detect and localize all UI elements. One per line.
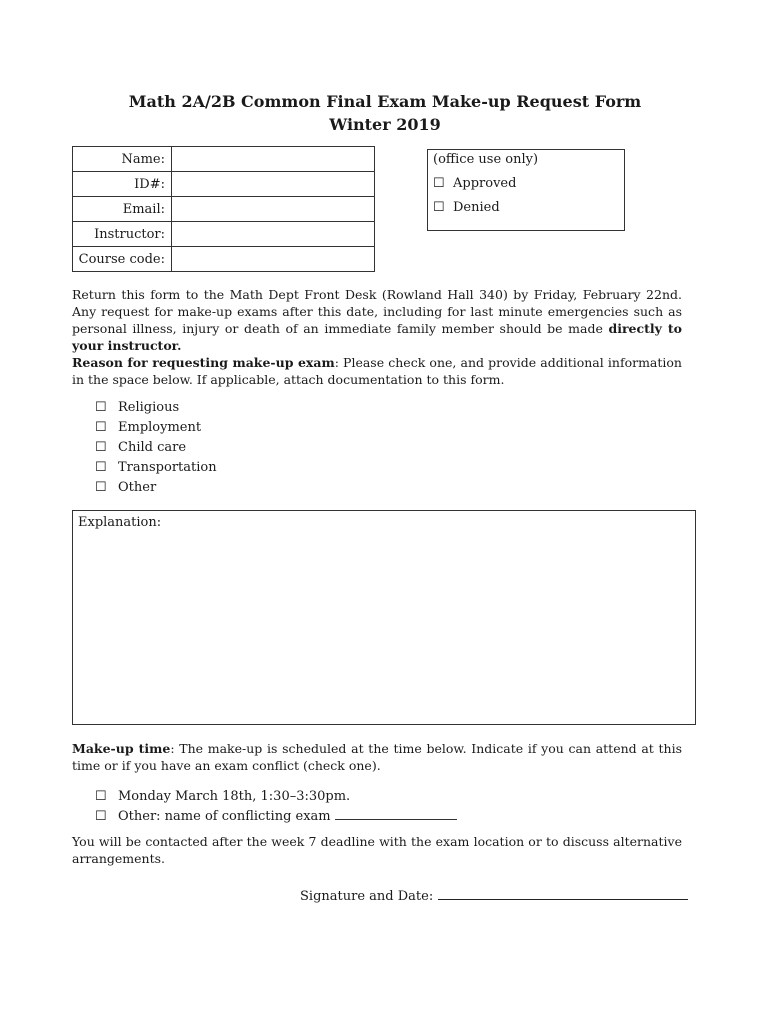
email-field[interactable] <box>172 197 375 222</box>
denied-label: Denied <box>453 200 500 215</box>
reason-option-child-care[interactable] <box>95 438 217 458</box>
instructor-field[interactable] <box>172 222 375 247</box>
form-title-line2: Winter 2019 <box>329 115 441 134</box>
course-code-field[interactable] <box>172 247 375 272</box>
instructor-label: Instructor: <box>73 222 172 247</box>
makeup-time-heading: Make-up time <box>72 741 171 756</box>
id-field[interactable] <box>172 172 375 197</box>
makeup-option-other-label: Other: name of conflicting exam <box>118 809 331 824</box>
student-info-table <box>72 146 375 272</box>
name-field[interactable] <box>172 147 375 172</box>
reason-option-label: Transportation <box>118 460 217 475</box>
makeup-option-other[interactable] <box>95 807 457 827</box>
instructions-paragraph <box>72 286 682 354</box>
reason-option-label: Employment <box>118 420 202 435</box>
course-code-label: Course code: <box>73 247 172 272</box>
reason-text: : Please check one, and provide additional information in the space below. If applicable, attach documentation to this form. <box>72 355 682 387</box>
info-row-email <box>73 197 375 222</box>
reason-option-label: Other <box>118 480 157 495</box>
form-title-line1: Math 2A/2B Common Final Exam Make-up Request Form <box>128 92 642 111</box>
checkbox-icon[interactable]: ☐ <box>95 789 107 804</box>
approved-checkbox-icon[interactable]: ☐ <box>433 176 445 191</box>
reason-options-list <box>95 398 217 498</box>
conflicting-exam-field[interactable] <box>335 807 457 820</box>
makeup-time-paragraph <box>72 740 682 774</box>
explanation-label: Explanation: <box>78 515 162 530</box>
reason-option-label: Religious <box>118 400 180 415</box>
email-label: Email: <box>73 197 172 222</box>
form-title <box>0 90 770 136</box>
makeup-options-list <box>95 787 457 827</box>
signature-row <box>300 885 688 904</box>
contact-note: You will be contacted after the week 7 deadline with the exam location or to discuss alternative arrangements. <box>72 834 682 866</box>
signature-field[interactable] <box>438 885 688 900</box>
denied-checkbox-icon[interactable]: ☐ <box>433 200 445 215</box>
info-row-course-code <box>73 247 375 272</box>
checkbox-icon[interactable]: ☐ <box>95 809 107 824</box>
checkbox-icon[interactable]: ☐ <box>95 420 107 435</box>
checkbox-icon[interactable]: ☐ <box>95 480 107 495</box>
reason-option-employment[interactable] <box>95 418 217 438</box>
makeup-time-text: : The make-up is scheduled at the time below. Indicate if you can attend at this time or if you have an exam conflict (check one). <box>72 741 683 773</box>
info-row-name <box>73 147 375 172</box>
office-denied-option[interactable] <box>433 200 500 215</box>
reason-option-transportation[interactable] <box>95 458 217 478</box>
instructions-text: Return this form to the Math Dept Front Desk (Rowland Hall 340) by Friday, February 22nd. Any request for make-up exams after this date, including for last minute emergencies such as personal illness, injury or death of an immediate family member should be made <box>72 287 682 336</box>
info-row-instructor <box>73 222 375 247</box>
reason-paragraph <box>72 354 682 388</box>
office-use-box <box>427 149 625 231</box>
name-label: Name: <box>73 147 172 172</box>
checkbox-icon[interactable]: ☐ <box>95 460 107 475</box>
approved-label: Approved <box>453 176 517 191</box>
id-label: ID#: <box>73 172 172 197</box>
reason-option-label: Child care <box>118 440 187 455</box>
office-use-heading: (office use only) <box>433 152 539 167</box>
explanation-textarea[interactable] <box>72 510 696 725</box>
reason-option-religious[interactable] <box>95 398 217 418</box>
reason-option-other[interactable] <box>95 478 217 498</box>
reason-heading: Reason for requesting make-up exam <box>72 355 335 370</box>
makeup-option-scheduled[interactable] <box>95 787 457 807</box>
info-row-id <box>73 172 375 197</box>
checkbox-icon[interactable]: ☐ <box>95 400 107 415</box>
office-approved-option[interactable] <box>433 176 516 191</box>
signature-label: Signature and Date: <box>300 889 434 904</box>
makeup-option-scheduled-label: Monday March 18th, 1:30–3:30pm. <box>118 789 351 804</box>
instructions-emphasis: directly to your instructor. <box>72 321 682 353</box>
checkbox-icon[interactable]: ☐ <box>95 440 107 455</box>
